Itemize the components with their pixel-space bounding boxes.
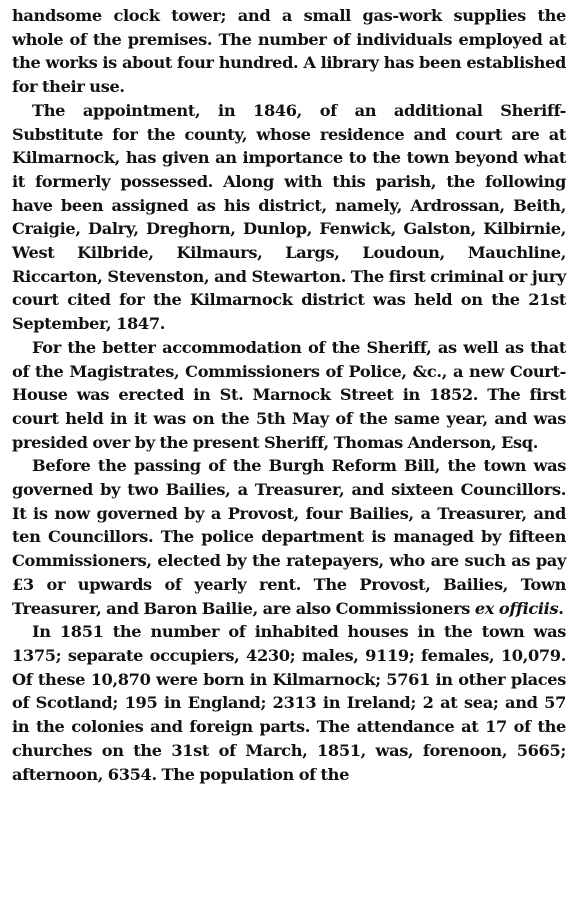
paragraph-census-1851: In 1851 the number of inhabited houses in the town was 1375; separate occupiers, 4230; males, 9119; females, 10,079. Of these 10,870 were born in Kilmarnock; 5761 in other places of Scotland; 195 in England; 2313 in Ireland; 2 at sea; and 57 in the colonies and foreign parts. The attendance at 17 of the churches on the 31st of March, 1851, was, forenoon, 5665; afternoon, 6354. The population of the — [12, 622, 566, 784]
burgh-government-end: . — [558, 598, 564, 618]
document-page — [12, 4, 566, 786]
burgh-government-text: Before the passing of the Burgh Reform Bill, the town was governed by two Bailies, a Treasurer, and sixteen Councillors. It is now governed by a Provost, four Bailies, a Treasurer, and ten Councillors. The police department is managed by fifteen Commissioners, elected by the ratepayers, who are such as pay £3 or upwards of yearly rent. The Provost, Bailies, Town Treasurer, and Baron Bailie, are also Commissioners — [12, 456, 566, 618]
paragraph-works-premises: handsome clock tower; and a small gas-work supplies the whole of the premises. The number of individuals employed at the works is about four hundred. A library has been established for their use. — [12, 6, 566, 97]
paragraph-sheriff-substitute: The appointment, in 1846, of an additional Sheriff-Substitute for the county, whose residence and court are at Kilmarnock, has given an importance to the town beyond what it formerly possessed. Along with this parish, the following have been assigned as his district, namely, Ardrossan, Beith, Craigie, Dalry, Dreghorn, Dunlop, Fenwick, Galston, Kilbirnie, West Kilbride, Kilmaurs, Largs, Loudoun, Mauchline, Riccarton, Stevenston, and Stewarton. The first criminal or jury court cited for the Kilmarnock district was held on the 21st September, 1847. — [12, 100, 566, 334]
paragraph-burgh-government — [12, 454, 566, 620]
paragraph-court-house: For the better accommodation of the Sheriff, as well as that of the Magistrates, Commissioners of Police, &c., a new Court-House was erected in St. Marnock Street in 1852. The first court held in it was on the 5th May of the same year, and was presided over by the present Sheriff, Thomas Anderson, Esq. — [12, 337, 566, 452]
latin-phrase: ex officiis — [474, 598, 559, 618]
